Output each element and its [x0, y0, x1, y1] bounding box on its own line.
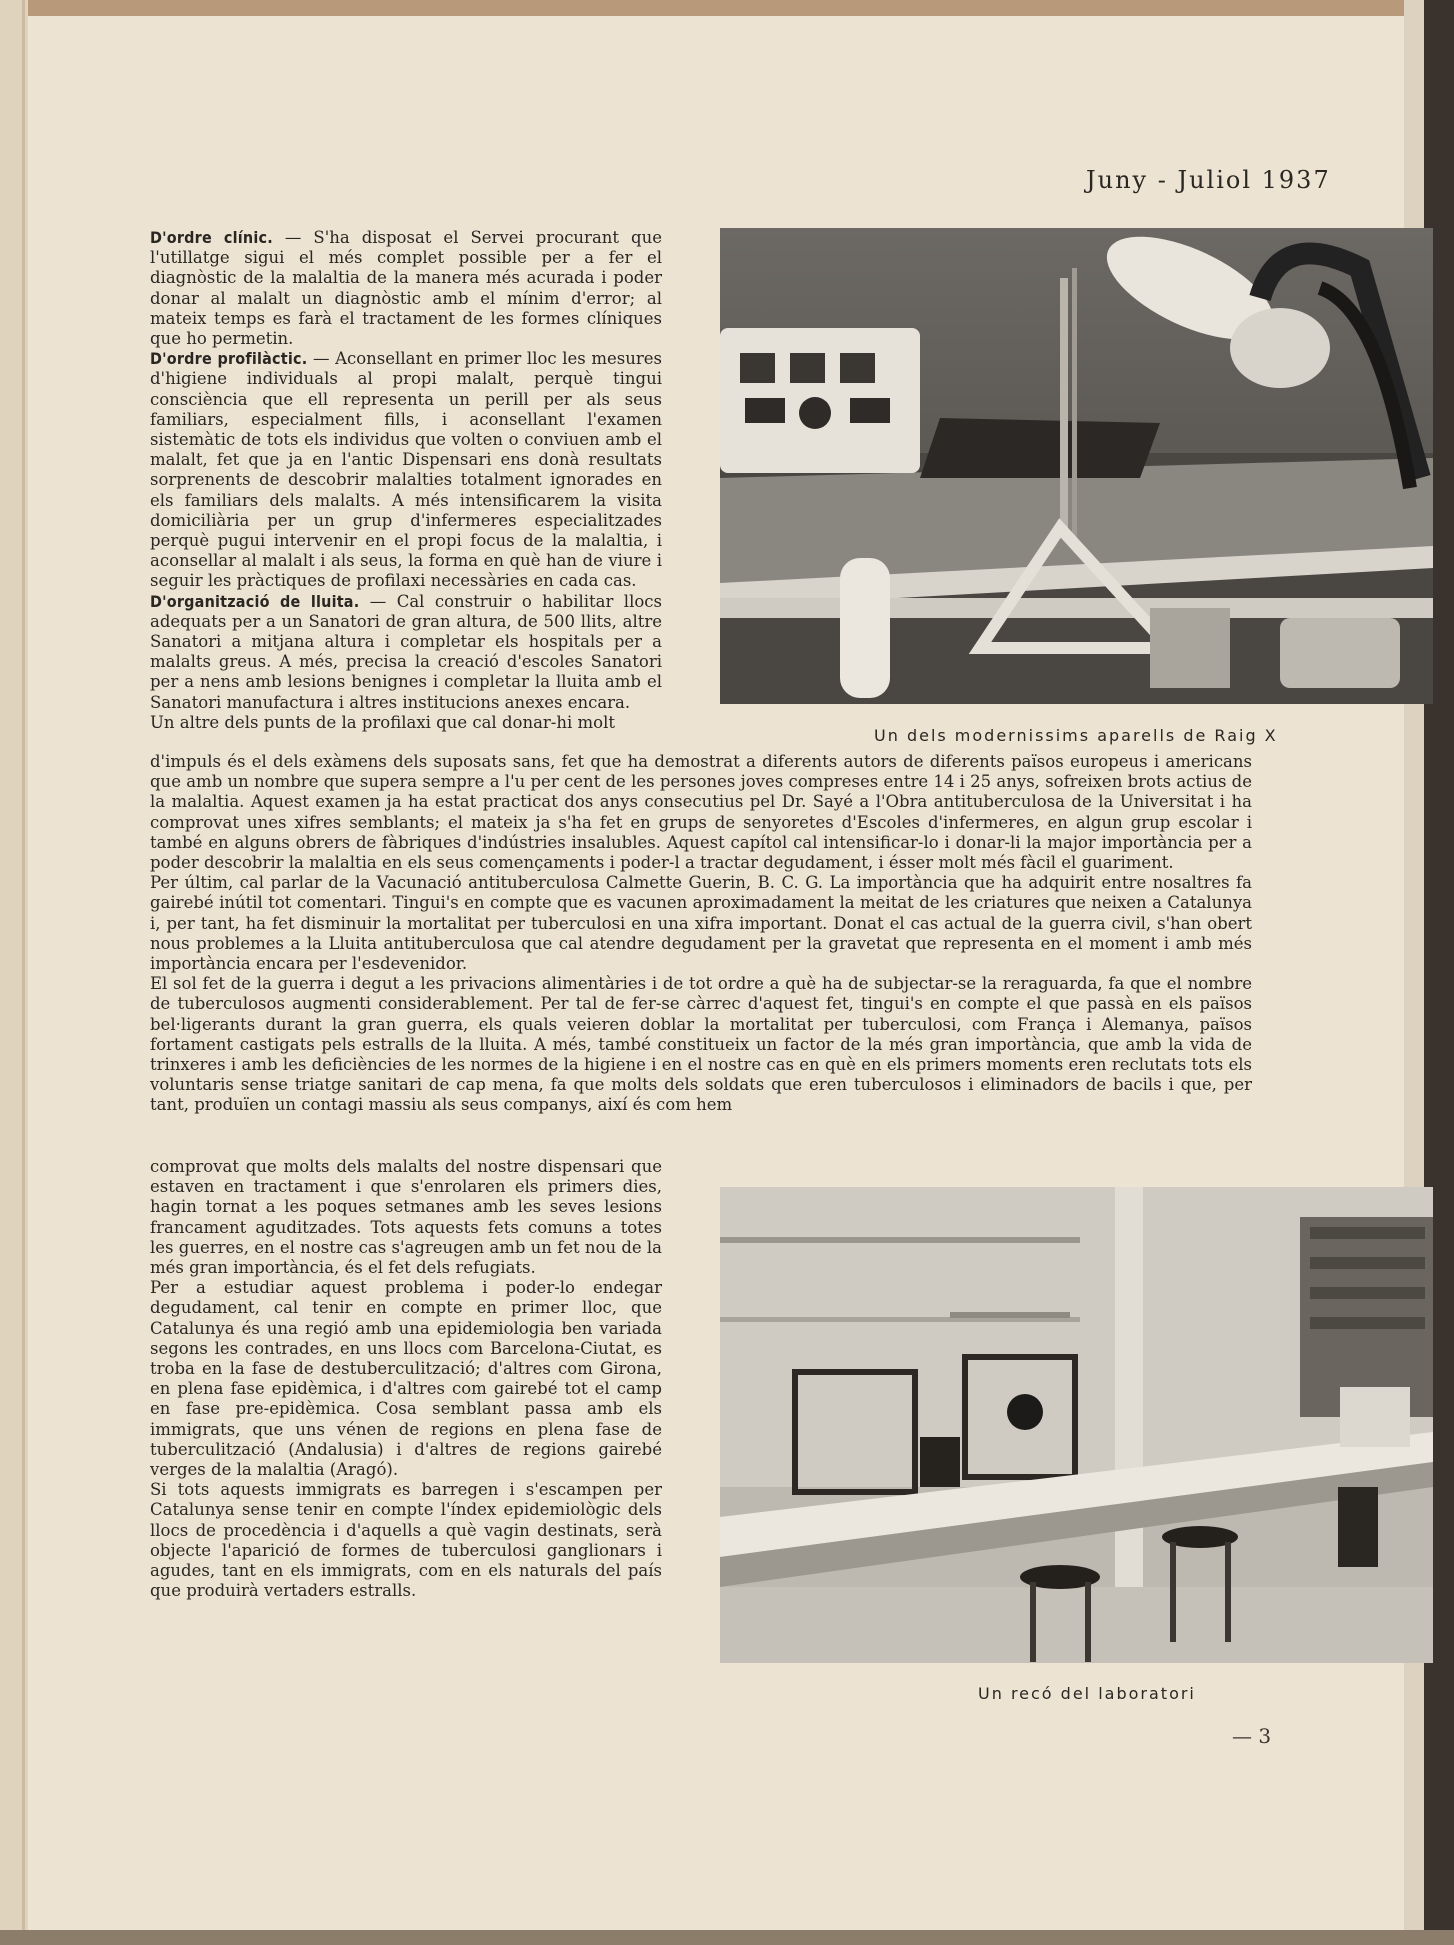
heading-organitzacio: D'organització de lluita. [150, 591, 360, 611]
binding-fold [22, 0, 25, 1945]
text-clinic: — S'ha disposat el Servei procurant que l'utillatge sigui el més complet possible per a fer el diagnòstic de la malaltia de la manera més acurada i poder donar al malalt un diagnòstic amb el mínim d'error; al mateix temps es farà el tractament de les formes clíniques que ho permetin. [150, 228, 662, 349]
lower-left-column [150, 1157, 662, 1601]
xray-apparatus-image [720, 228, 1433, 704]
paragraph-guerra: El sol fet de la guerra i degut a les privacions alimentàries i de tot ordre a què ha de subjectar-se la reraguarda, fa que el nombre de tuberculosos augmenti considerablement. Per tal de fer-se càrrec d'aquest fet, tingui's en compte el que passà en els països bel·ligerants durant la gran guerra, els quals veieren doblar la mortalitat per tuberculosi, com França i Alemanya, països fortament castigats pels estralls de la lluita. A més, també constitueix un factor de la més gran importància, que amb la vida de trinxeres i amb les deficiències de les normes de la higiene i en el nostre cas en què en els primers moments eren reclutats tots els voluntaris sense triatge sanitari de cap mena, fa que molts dels soldats que eren tuberculosos i eliminadors de bacils i que, per tant, produïen un contagi massiu als seus companys, així és com hem [150, 974, 1252, 1115]
paragraph-immigrats: Si tots aquests immigrats es barregen i s'escampen per Catalunya sense tenir en compte l'índex epidemiològic dels llocs de procedència i d'aquells a què vagin destinats, serà objecte l'aparició de formes de tuberculosi ganglionars i agudes, tant en els immigrats, com en els naturals del país que produirà vertaders estralls. [150, 1480, 662, 1601]
paragraph-profilactic [150, 349, 662, 591]
paragraph-epidemiologia: Per a estudiar aquest problema i poder-lo endegar degudament, cal tenir en compte en primer lloc, que Catalunya és una regió amb una epidemiologia ben variada segons les contrades, en uns llocs com Barcelona-Ciutat, es troba en la fase de destuberculització; d'altres com Girona, en plena fase epidèmica, i d'altres com gairebé tot el camp en fase pre-epidèmica. Cosa semblant passa amb els immigrats, que uns vénen de regions en plena fase de tuberculització (Andalusia) i d'altres de regions gairebé verges de la malaltia (Aragó). [150, 1278, 662, 1480]
paragraph-organitzacio [150, 592, 662, 713]
page-bottom-edge [0, 1930, 1454, 1945]
photo-laboratory [720, 1187, 1433, 1663]
paragraph-clinic [150, 228, 662, 349]
paragraph-altre-start: Un altre dels punts de la profilaxi que cal donar-hi molt [150, 712, 616, 732]
caption-xray: Un dels modernissims aparells de Raig X [874, 726, 1278, 745]
page-top-edge [0, 0, 1420, 16]
photo-xray-apparatus [720, 228, 1433, 704]
heading-profilactic: D'ordre profilàctic. [150, 349, 308, 369]
text-organitzacio: — Cal construir o habilitar llocs adequats per a un Sanatori de gran altura, de 500 llits, altre Sanatori a mitjana altura i completar els hospitals per a malalts greus. A més, precisa la creació d'escoles Sanatori per a nens amb lesions benignes i completar la lluita amb el Sanatori manufactura i altres institucions anexes encara. [150, 591, 662, 712]
left-column [150, 228, 662, 733]
header-date: Juny - Juliol 1937 [1086, 166, 1331, 194]
paragraph-comprovat: comprovat que molts dels malalts del nostre dispensari que estaven en tractament i que s'enrolaren els primers dies, hagin tornat a les poques setmanes amb les seves lesions francament aguditzades. Tots aquests fets comuns a totes les guerres, en el nostre cas s'agreugen amb un fet nou de la més gran importància, és el fet dels refugiats. [150, 1157, 663, 1278]
text-profilactic: — Aconsellant en primer lloc les mesures d'higiene individuals al propi malalt, perquè tingui consciència que ell representa un perill per als seus familiars, especialment fills, i aconsellant l'examen sistemàtic de tots els individus que volten o conviuen amb el malalt, fet que ja en l'antic Dispensari ens donà resultats sorprenents de descobrir malalties totalment ignorades en els familiars dels malalts. A més intensificarem la visita domiciliària per un grup d'infermeres especialitzades perquè pugui intervenir en el propi focus de la malaltia, i aconsellar al malalt i als seus, la forma en què han de viure i seguir les pràctiques de profilaxi necessàries en cada cas. [150, 349, 663, 591]
paragraph-vacunacio: Per últim, cal parlar de la Vacunació antituberculosa Calmette Guerin, B. C. G. La importància que ha adquirit entre nosaltres fa gairebé inútil tot comentari. Tingui's en compte que es vacunen aproximadament la meitat de les criatures que neixen a Catalunya i, per tant, ha fet disminuir la mortalitat per tuberculosi en una xifra important. Donat el cas actual de la guerra civil, s'han obert nous problemes a la Lluita antituberculosa que cal atendre degudament per la gravetat que representa en el moment i amb més importància encara per l'esdevenidor. [150, 873, 1252, 974]
paragraph-examens: d'impuls és el dels exàmens dels suposats sans, fet que ha demostrat a diferents autors de diferents països europeus i americans que amb un nombre que supera sempre a l'u per cent de les persones joves compreses entre 14 i 25 anys, sofreixen brots actius de la malaltia. Aquest examen ja ha estat practicat dos anys consecutius pel Dr. Sayé a l'Obra antituberculosa de la Universitat i ha comprovat unes xifres semblants; el mateix ja s'ha fet en grups de senyoretes d'Escoles d'infermeres, en algun grup escolar i també en alguns obrers de fàbriques d'indústries insalubles. Aquest capítol cal intensificar-lo i donar-li la major importància per a poder descobrir la malaltia en els seus començaments i poder-l a tractar degudament, i ésser molt més fàcil el guariment. [150, 752, 1252, 873]
laboratory-image [720, 1187, 1433, 1663]
heading-clinic: D'ordre clínic. [150, 228, 273, 247]
full-width-column [150, 752, 1252, 1116]
caption-lab: Un recó del laboratori [978, 1684, 1196, 1703]
page-number: — 3 [1232, 1724, 1272, 1748]
